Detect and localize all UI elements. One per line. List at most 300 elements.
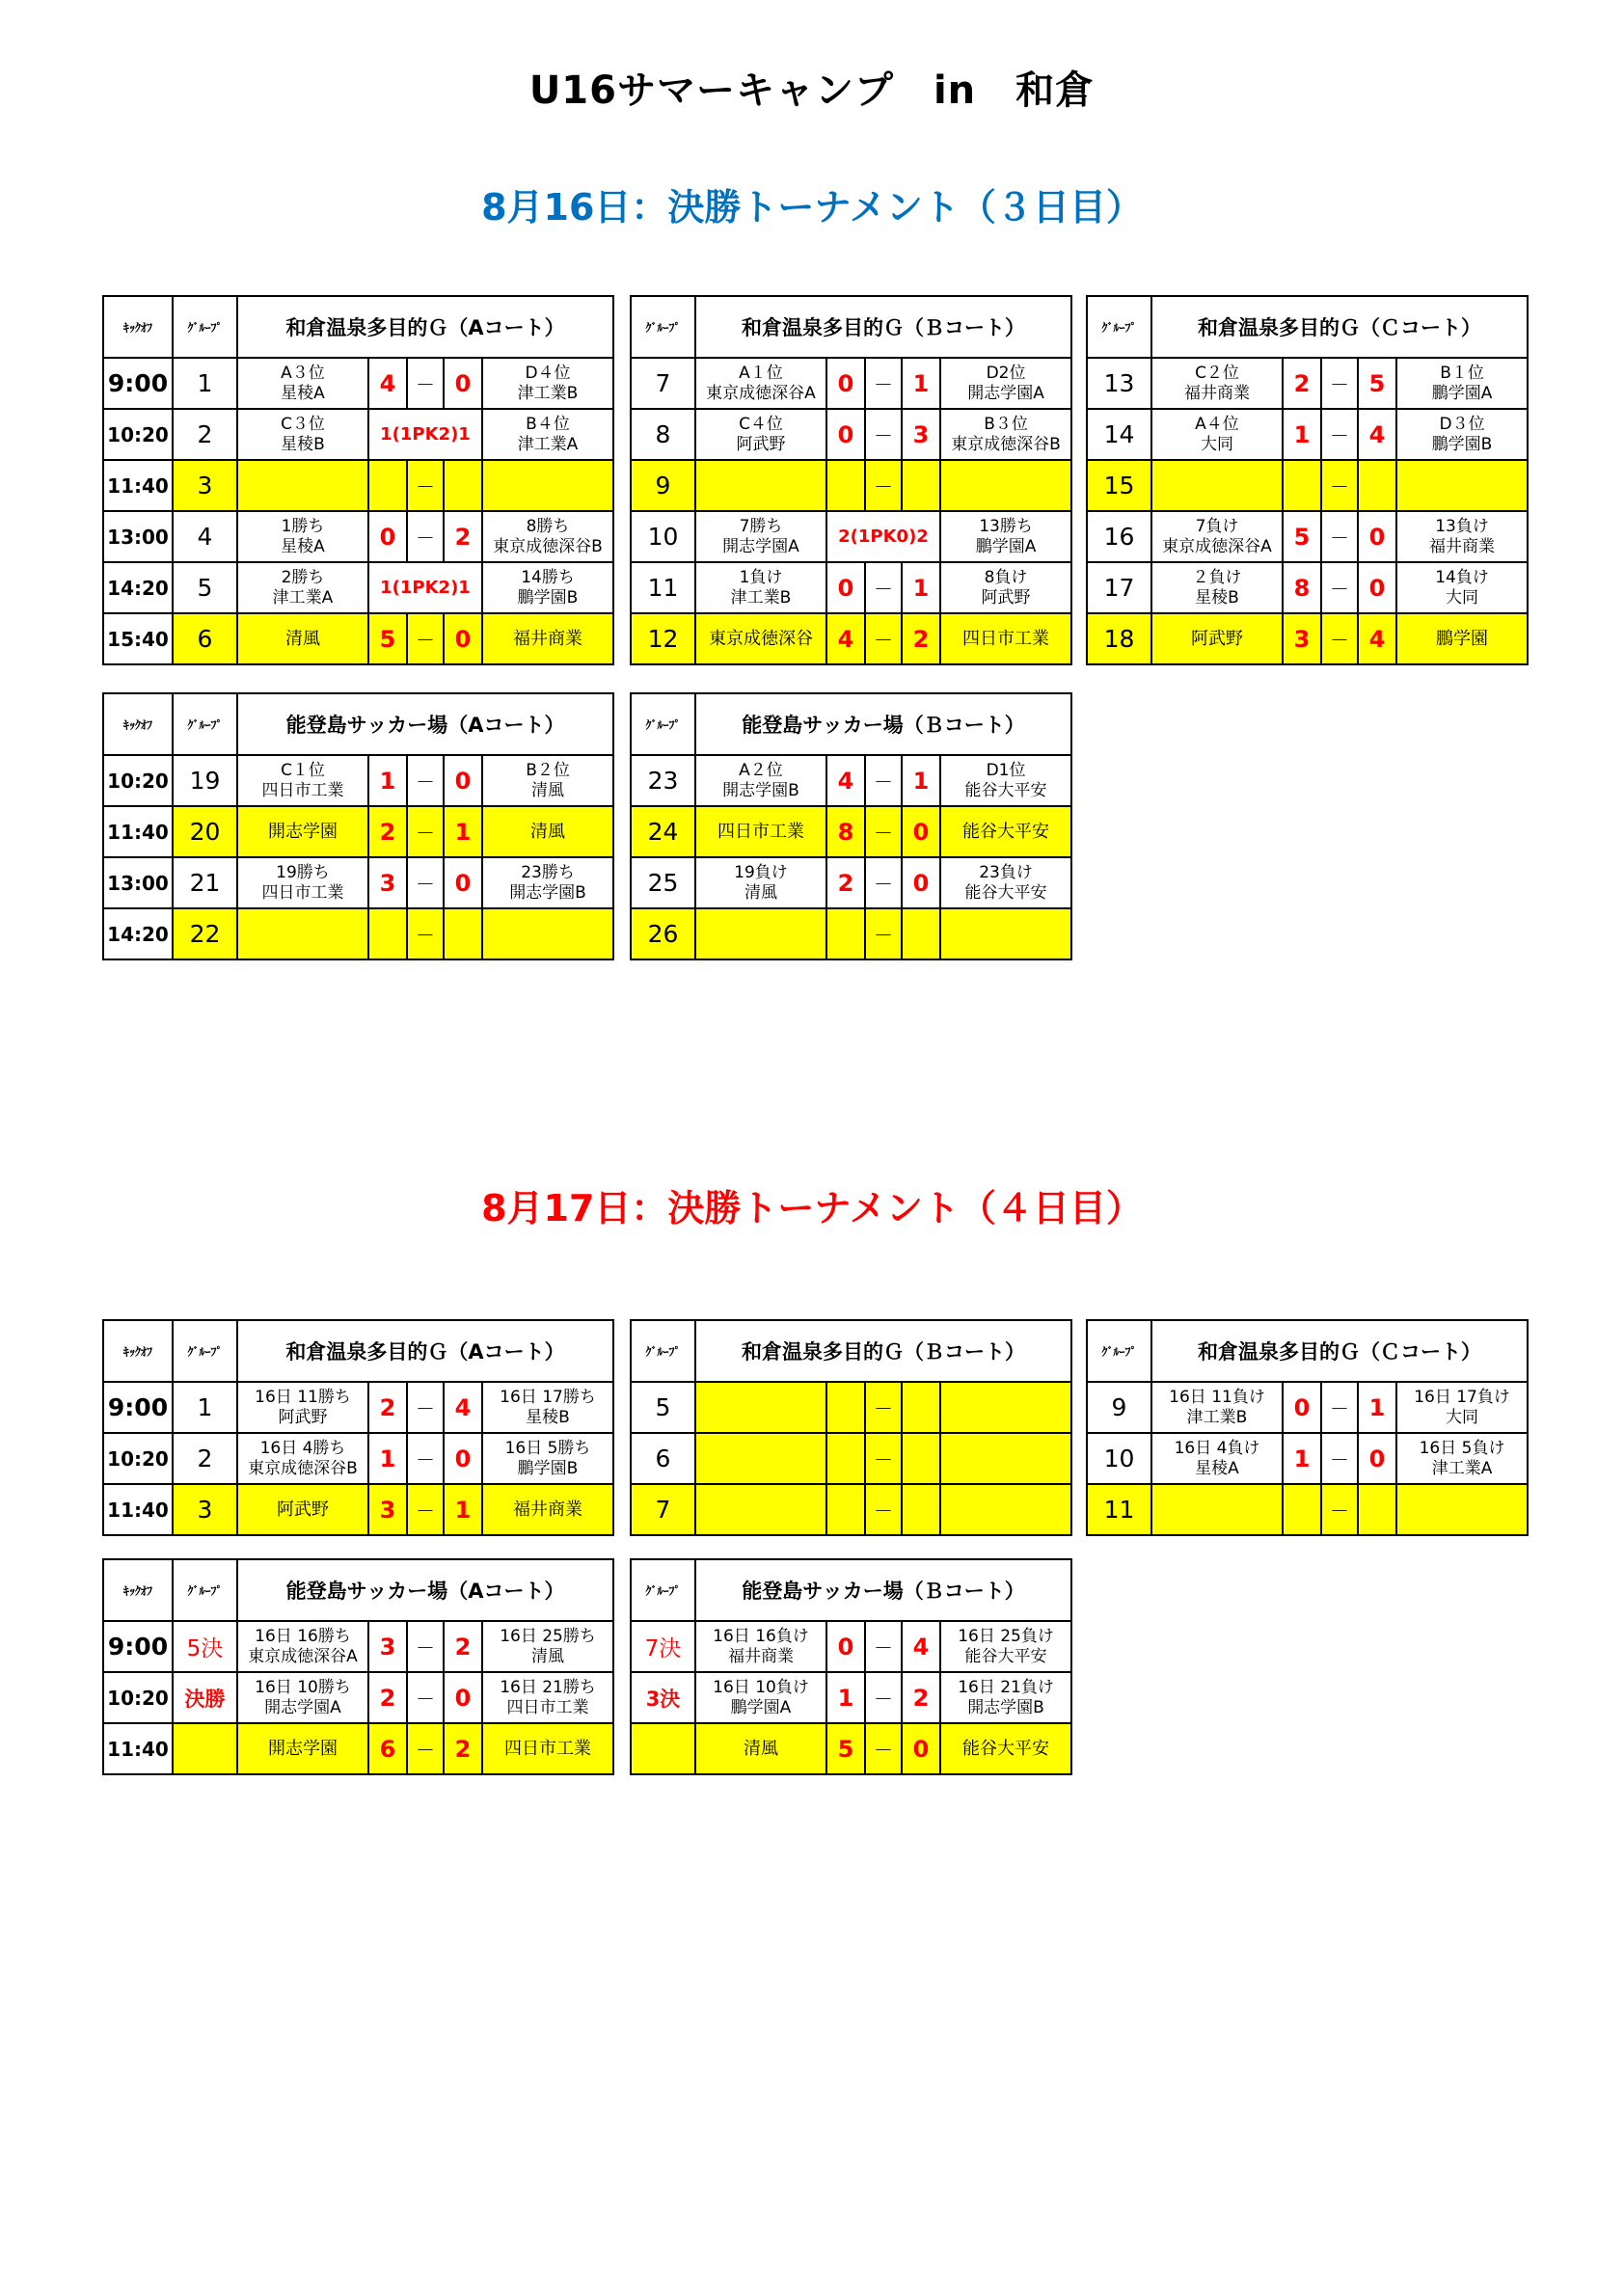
team-line: 16日 10負け: [713, 1677, 809, 1697]
match-row: [1087, 511, 1528, 562]
match-row: [103, 460, 613, 511]
team-line: B２位: [526, 760, 570, 780]
home-score: 8: [1283, 562, 1321, 613]
away-team: [940, 1433, 1071, 1484]
match-row: [631, 562, 1071, 613]
score-dash: －: [1321, 613, 1358, 664]
match-row: [103, 1723, 613, 1774]
venue-header: 和倉温泉多目的Ｇ（Ｂコート）: [695, 296, 1071, 358]
score-dash: －: [1321, 562, 1358, 613]
team-line: 清風: [744, 882, 777, 903]
match-row: [631, 613, 1071, 664]
away-team: [1396, 409, 1528, 460]
away-score: 1: [902, 358, 940, 409]
home-team: [237, 857, 368, 908]
match-number: 18: [1087, 613, 1151, 664]
team-line: 東京成徳深谷A: [248, 1646, 358, 1666]
match-row: [631, 1484, 1071, 1535]
away-team: [482, 806, 613, 857]
away-score: 1: [902, 755, 940, 806]
team-line: C１位: [281, 760, 325, 780]
kickoff-time: 13:00: [103, 857, 173, 908]
home-score: [826, 1382, 865, 1433]
home-team: [695, 1621, 826, 1672]
score-dash: －: [865, 613, 902, 664]
away-score: [902, 1484, 940, 1535]
team-line: 16日 5勝ち: [504, 1438, 591, 1458]
match-number: 22: [173, 908, 237, 959]
kickoff-header: ｷｯｸｵﾌ: [103, 296, 173, 358]
match-row: [1087, 409, 1528, 460]
kickoff-header: ｷｯｸｵﾌ: [103, 1320, 173, 1382]
team-line: 四日市工業: [962, 629, 1050, 649]
match-number: 5: [173, 562, 237, 613]
schedule-table-d2-wakura-c: [1086, 1319, 1529, 1536]
away-team: [482, 409, 613, 460]
away-team: [482, 857, 613, 908]
home-team: [695, 613, 826, 664]
match-number: 20: [173, 806, 237, 857]
home-score: 3: [368, 1621, 407, 1672]
team-line: 16日 4負け: [1174, 1438, 1260, 1458]
away-score: 0: [444, 1672, 482, 1723]
home-team: [237, 460, 368, 511]
team-line: B１位: [1440, 363, 1484, 383]
away-score: 1: [444, 1484, 482, 1535]
away-score: 0: [1358, 1433, 1396, 1484]
match-number: 21: [173, 857, 237, 908]
away-team: [482, 1433, 613, 1484]
header-row: [103, 693, 613, 755]
team-line: 1負け: [739, 567, 783, 587]
team-line: C４位: [739, 414, 783, 434]
kickoff-time: 10:20: [103, 755, 173, 806]
away-team: [482, 1484, 613, 1535]
away-team: [940, 460, 1071, 511]
match-row: [103, 806, 613, 857]
home-team: [237, 1672, 368, 1723]
team-line: 16日 21負け: [958, 1677, 1054, 1697]
header-row: [631, 693, 1071, 755]
team-line: 7負け: [1195, 516, 1239, 536]
away-score: [444, 908, 482, 959]
score-dash: －: [407, 1723, 444, 1774]
team-line: 清風: [744, 1739, 778, 1759]
match-row: [103, 562, 613, 613]
match-number: 11: [631, 562, 695, 613]
home-score: 8: [826, 806, 865, 857]
score-dash: －: [407, 857, 444, 908]
home-score: 1: [826, 1672, 865, 1723]
team-line: C２位: [1195, 363, 1239, 383]
away-team: [940, 1621, 1071, 1672]
home-score: [826, 908, 865, 959]
match-row: [631, 511, 1071, 562]
match-row: [631, 806, 1071, 857]
match-number: 7: [631, 1484, 695, 1535]
kickoff-time: 9:00: [103, 1382, 173, 1433]
away-score: [444, 460, 482, 511]
home-score: [826, 1433, 865, 1484]
venue-header: 能登島サッカー場（Ｂコート）: [695, 1559, 1071, 1621]
home-score: 3: [1283, 613, 1321, 664]
away-score: 1: [902, 562, 940, 613]
team-line: 開志学園A: [264, 1697, 341, 1717]
away-team: [940, 755, 1071, 806]
home-team: [237, 1723, 368, 1774]
score-dash: －: [1321, 358, 1358, 409]
team-line: 14勝ち: [521, 567, 575, 587]
team-line: 能谷大平安: [962, 822, 1050, 842]
home-score: 0: [368, 511, 407, 562]
away-score: [902, 1382, 940, 1433]
match-number: 3決: [631, 1672, 695, 1723]
home-team: [1151, 1484, 1283, 1535]
match-row: [1087, 1484, 1528, 1535]
team-line: D1位: [986, 760, 1026, 780]
team-line: 開志学園A: [967, 383, 1044, 403]
kickoff-time: 14:20: [103, 908, 173, 959]
away-team: [482, 1672, 613, 1723]
score-dash: －: [865, 908, 902, 959]
match-number: 25: [631, 857, 695, 908]
team-line: 東京成徳深谷A: [1162, 536, 1272, 556]
match-number: 11: [1087, 1484, 1151, 1535]
header-row: [631, 1320, 1071, 1382]
away-team: [1396, 511, 1528, 562]
team-line: 津工業A: [272, 587, 334, 608]
home-score: 2: [826, 857, 865, 908]
team-line: 16日 11負け: [1169, 1387, 1265, 1407]
kickoff-time: 11:40: [103, 460, 173, 511]
team-line: 16日 17負け: [1414, 1387, 1510, 1407]
team-line: 星稜B: [1195, 587, 1239, 608]
day2-title: 8月17日：決勝トーナメント（４日目）: [481, 1187, 1143, 1229]
team-line: 16日 5負け: [1419, 1438, 1505, 1458]
match-number: 9: [1087, 1382, 1151, 1433]
match-number: 8: [631, 409, 695, 460]
kickoff-time: 11:40: [103, 1484, 173, 1535]
group-header: ｸﾞﾙｰﾌﾟ: [173, 1559, 237, 1621]
match-row: [631, 908, 1071, 959]
header-row: [103, 296, 613, 358]
team-line: A２位: [739, 760, 783, 780]
score-dash: －: [407, 358, 444, 409]
team-line: 開志学園: [268, 1739, 338, 1759]
team-line: 阿武野: [277, 1499, 329, 1520]
match-number: 7決: [631, 1621, 695, 1672]
home-score: [1283, 1484, 1321, 1535]
home-team: [695, 806, 826, 857]
away-team: [482, 358, 613, 409]
home-team: [695, 562, 826, 613]
pk-score: 2(1PK0)2: [826, 511, 940, 562]
away-team: [482, 908, 613, 959]
match-number: 決勝: [173, 1672, 237, 1723]
match-number: 16: [1087, 511, 1151, 562]
away-team: [482, 613, 613, 664]
team-line: D４位: [525, 363, 571, 383]
team-line: 23負け: [979, 862, 1033, 882]
score-dash: －: [865, 1484, 902, 1535]
team-line: 16日 16負け: [713, 1626, 809, 1646]
schedule-table-d1-noto-a: [102, 692, 614, 960]
away-team: [482, 562, 613, 613]
away-score: 4: [902, 1621, 940, 1672]
score-dash: －: [865, 1433, 902, 1484]
kickoff-time: 11:40: [103, 1723, 173, 1774]
team-line: 開志学園B: [509, 882, 586, 903]
kickoff-time: 9:00: [103, 358, 173, 409]
home-score: [368, 460, 407, 511]
away-score: 0: [902, 1723, 940, 1774]
home-team: [237, 908, 368, 959]
match-number: 5: [631, 1382, 695, 1433]
venue-header: 和倉温泉多目的Ｇ（Aコート）: [237, 1320, 613, 1382]
score-dash: －: [407, 1621, 444, 1672]
home-score: 2: [368, 1672, 407, 1723]
team-line: A１位: [739, 363, 783, 383]
away-score: 0: [902, 857, 940, 908]
away-team: [1396, 1382, 1528, 1433]
schedule-table-d2-wakura-b: [630, 1319, 1072, 1536]
header-row: [103, 1559, 613, 1621]
away-team: [1396, 562, 1528, 613]
team-line: 開志学園B: [967, 1697, 1044, 1717]
home-team: [237, 511, 368, 562]
match-number: 24: [631, 806, 695, 857]
home-team: [695, 1382, 826, 1433]
away-score: 0: [444, 613, 482, 664]
match-number: 3: [173, 1484, 237, 1535]
team-line: 7勝ち: [739, 516, 783, 536]
group-header: ｸﾞﾙｰﾌﾟ: [631, 1559, 695, 1621]
away-score: 2: [902, 613, 940, 664]
score-dash: －: [1321, 1484, 1358, 1535]
away-team: [940, 1382, 1071, 1433]
match-row: [103, 1382, 613, 1433]
home-score: 4: [826, 613, 865, 664]
score-dash: －: [865, 562, 902, 613]
home-score: 6: [368, 1723, 407, 1774]
score-dash: －: [1321, 409, 1358, 460]
team-line: B４位: [526, 414, 570, 434]
team-line: 能谷大平安: [964, 882, 1047, 903]
away-team: [482, 511, 613, 562]
group-header: ｸﾞﾙｰﾌﾟ: [631, 693, 695, 755]
away-score: 0: [444, 755, 482, 806]
home-team: [695, 460, 826, 511]
match-row: [103, 857, 613, 908]
home-team: [695, 409, 826, 460]
kickoff-header: ｷｯｸｵﾌ: [103, 693, 173, 755]
team-line: 東京成徳深谷B: [951, 434, 1061, 454]
away-score: 2: [444, 1621, 482, 1672]
kickoff-time: 10:20: [103, 1433, 173, 1484]
home-team: [695, 358, 826, 409]
home-team: [1151, 613, 1283, 664]
match-row: [1087, 460, 1528, 511]
score-dash: －: [865, 1382, 902, 1433]
team-line: 津工業B: [730, 587, 792, 608]
team-line: 鵬学園B: [517, 587, 579, 608]
match-number: 7: [631, 358, 695, 409]
score-dash: －: [865, 806, 902, 857]
team-line: 鵬学園: [1436, 629, 1489, 649]
away-score: [902, 1433, 940, 1484]
match-row: [103, 358, 613, 409]
away-score: 0: [444, 857, 482, 908]
away-score: 2: [902, 1672, 940, 1723]
kickoff-time: 13:00: [103, 511, 173, 562]
match-number: 13: [1087, 358, 1151, 409]
team-line: 2勝ち: [281, 567, 325, 587]
away-team: [940, 908, 1071, 959]
team-line: 大同: [1201, 434, 1233, 454]
home-team: [237, 409, 368, 460]
group-header: ｸﾞﾙｰﾌﾟ: [173, 693, 237, 755]
team-line: 鵬学園B: [1431, 434, 1493, 454]
venue-header: 能登島サッカー場（Aコート）: [237, 1559, 613, 1621]
team-line: 福井商業: [1429, 536, 1496, 556]
group-header: ｸﾞﾙｰﾌﾟ: [1087, 296, 1151, 358]
header-row: [631, 296, 1071, 358]
team-line: 阿武野: [981, 587, 1031, 608]
kickoff-time: 14:20: [103, 562, 173, 613]
away-score: 2: [444, 511, 482, 562]
home-team: [695, 857, 826, 908]
away-team: [940, 613, 1071, 664]
home-score: 1: [368, 755, 407, 806]
match-number: 2: [173, 1433, 237, 1484]
match-number: 3: [173, 460, 237, 511]
score-dash: －: [1321, 1382, 1358, 1433]
team-line: 福井商業: [513, 629, 582, 649]
match-row: [631, 1433, 1071, 1484]
away-score: 0: [902, 806, 940, 857]
schedule-table-d1-wakura-b: [630, 295, 1072, 665]
match-number: 6: [631, 1433, 695, 1484]
pk-score: 1(1PK2)1: [368, 409, 482, 460]
team-line: 東京成徳深谷B: [248, 1458, 358, 1478]
home-team: [237, 1433, 368, 1484]
home-team: [237, 1621, 368, 1672]
match-number: 1: [173, 358, 237, 409]
match-row: [1087, 1382, 1528, 1433]
home-team: [695, 1484, 826, 1535]
team-line: 四日市工業: [261, 882, 344, 903]
away-score: 0: [1358, 511, 1396, 562]
home-team: [237, 806, 368, 857]
team-line: 東京成徳深谷: [709, 629, 813, 649]
match-row: [631, 358, 1071, 409]
away-team: [940, 1484, 1071, 1535]
team-line: 星稜A: [1195, 1458, 1239, 1478]
away-team: [1396, 1484, 1528, 1535]
home-score: [826, 1484, 865, 1535]
team-line: 能谷大平安: [962, 1739, 1050, 1759]
away-team: [1396, 460, 1528, 511]
team-line: 鵬学園A: [975, 536, 1037, 556]
home-team: [1151, 409, 1283, 460]
match-number: 2: [173, 409, 237, 460]
away-score: 4: [444, 1382, 482, 1433]
home-score: 1: [368, 1433, 407, 1484]
team-line: 13勝ち: [979, 516, 1033, 536]
team-line: 鵬学園B: [517, 1458, 579, 1478]
away-score: 4: [1358, 613, 1396, 664]
home-score: 0: [826, 562, 865, 613]
match-row: [631, 1672, 1071, 1723]
team-line: 清風: [530, 822, 566, 842]
team-line: 鵬学園A: [1431, 383, 1493, 403]
score-dash: －: [865, 755, 902, 806]
match-number: 14: [1087, 409, 1151, 460]
score-dash: －: [865, 358, 902, 409]
group-header: ｸﾞﾙｰﾌﾟ: [1087, 1320, 1151, 1382]
venue-header: 和倉温泉多目的Ｇ（Ｃコート）: [1151, 1320, 1528, 1382]
team-line: B３位: [984, 414, 1028, 434]
match-row: [631, 1621, 1071, 1672]
home-team: [695, 1672, 826, 1723]
match-number: 4: [173, 511, 237, 562]
match-row: [631, 857, 1071, 908]
schedule-table-d2-noto-a: [102, 1558, 614, 1775]
match-number: 6: [173, 613, 237, 664]
away-team: [940, 358, 1071, 409]
team-line: 阿武野: [736, 434, 786, 454]
match-number: 9: [631, 460, 695, 511]
score-dash: －: [1321, 460, 1358, 511]
schedule-table-d2-noto-b: [630, 1558, 1072, 1775]
team-line: 東京成徳深谷A: [706, 383, 816, 403]
team-line: 16日 4勝ち: [259, 1438, 346, 1458]
match-row: [103, 1672, 613, 1723]
match-row: [103, 409, 613, 460]
team-line: D３位: [1439, 414, 1485, 434]
home-team: [237, 613, 368, 664]
score-dash: －: [407, 806, 444, 857]
match-number: 26: [631, 908, 695, 959]
match-row: [631, 1723, 1071, 1774]
team-line: 阿武野: [278, 1407, 328, 1427]
home-team: [1151, 562, 1283, 613]
venue-header: 能登島サッカー場（Ｂコート）: [695, 693, 1071, 755]
team-line: 清風: [285, 629, 320, 649]
away-score: 0: [1358, 562, 1396, 613]
team-line: 東京成徳深谷B: [493, 536, 603, 556]
match-row: [103, 908, 613, 959]
header-row: [1087, 296, 1528, 358]
match-number: 10: [631, 511, 695, 562]
team-line: 16日 10勝ち: [255, 1677, 351, 1697]
away-team: [940, 562, 1071, 613]
group-header: ｸﾞﾙｰﾌﾟ: [173, 296, 237, 358]
score-dash: －: [865, 857, 902, 908]
team-line: 19勝ち: [276, 862, 330, 882]
team-line: 16日 11勝ち: [255, 1387, 351, 1407]
venue-header: 能登島サッカー場（Aコート）: [237, 693, 613, 755]
team-line: A４位: [1195, 414, 1239, 434]
team-line: 四日市工業: [506, 1697, 589, 1717]
away-team: [482, 460, 613, 511]
home-team: [237, 1484, 368, 1535]
home-score: 1: [1283, 409, 1321, 460]
match-number: 17: [1087, 562, 1151, 613]
away-team: [940, 409, 1071, 460]
away-team: [482, 1621, 613, 1672]
score-dash: －: [865, 409, 902, 460]
